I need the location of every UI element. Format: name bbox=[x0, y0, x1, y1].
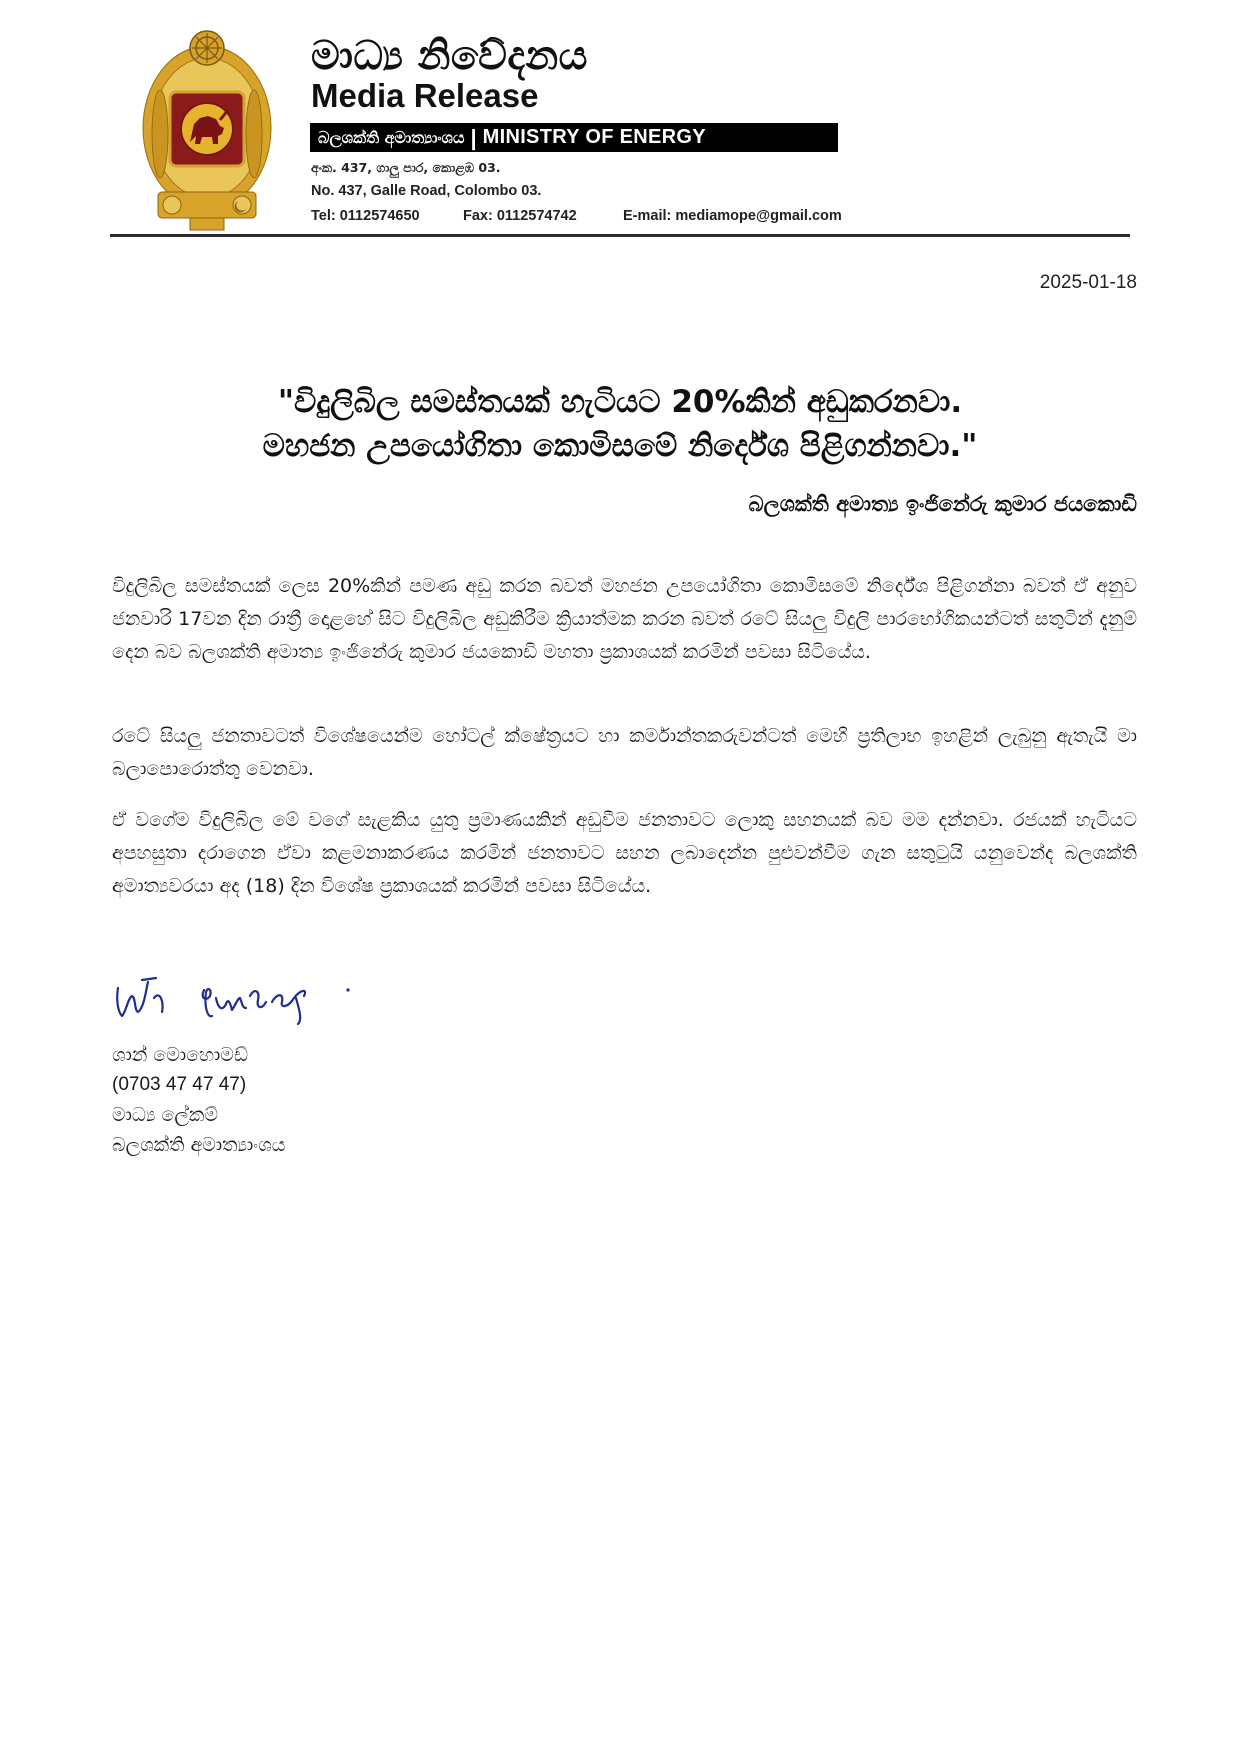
state-emblem-logo bbox=[138, 24, 276, 232]
signatory-phone: (0703 47 47 47) bbox=[112, 1074, 247, 1095]
body-paragraph-1: විදුලිබිල සමස්තයක් ලෙස 20%කින් පමණ අඩු කරන බවත් මහජන උපයෝගිතා කොමිසමේ නිර්දේශ පිළිගන්නා බවත් ඒ අනුව ජනවාරි 17වන දින රාත්‍රී දොළහේ සිට විදුලිබිල අඩුකිරීම ක්‍රියාත්මක කරන බවත් රටේ සියලු විදුලි පාරභෝගිකයන්ටත් සතුටින් දැනුම් දෙන බව බලශක්ති අමාත්‍ය ඉංජිනේරු කුමාර ජයකොඩි මහතා ප්‍රකාශයක් කරමින් පවසා සිටියේය. bbox=[112, 575, 1137, 663]
signatory-organization: බලශක්ති අමාත්‍යාංශය bbox=[112, 1134, 286, 1156]
media-release-title-sinhala: මාධ්‍ය නිවේදනය bbox=[311, 33, 588, 79]
byline: බලශක්ති අමාත්‍ය ඉංජිනේරු කුමාර ජයකොඩි bbox=[748, 492, 1137, 516]
body-paragraph-3: ඒ වගේම විදුලිබිල මේ වගේ සැළකිය යුතු ප්‍රමාණයකින් අඩුවීම ජනතාවට ලොකු සහනයක් බව මම දන්නවා. රජයක් හැටියට අපහසුතා දරාගෙන ඒවා කළමනාකරණය කරමින් ජනතාවට සහන ලබාදෙන්න පුළුවන්වීම ගැන සතුටුයි යනුවෙන්ද බලශක්ති අමාත්‍යවරයා අද (18) දින විශේෂ ප්‍රකාශයක් කරමින් පවසා සිටියේය. bbox=[112, 809, 1137, 897]
signatory-title: මාධ්‍ය ලේකම් bbox=[112, 1104, 218, 1126]
ministry-name-sinhala: බලශක්ති අමාත්‍යාංශය bbox=[318, 127, 465, 147]
telephone-number: Tel: 0112574650 bbox=[311, 208, 420, 224]
address-english: No. 437, Galle Road, Colombo 03. bbox=[311, 183, 542, 199]
address-sinhala: අංක. 437, ගාලු පාර, කොළඹ 03. bbox=[311, 160, 501, 175]
handwritten-signature bbox=[112, 968, 372, 1028]
email-address: E-mail: mediamope@gmail.com bbox=[623, 208, 842, 224]
headline-line-1: "විදුලිබිල සමස්තයක් හැටියට 20%කින් අඩුකරනවා. bbox=[277, 384, 963, 420]
release-date: 2025-01-18 bbox=[1039, 272, 1137, 293]
body-paragraph-2: රටේ සියලු ජනතාවටත් විශේෂයෙන්ම හෝටල් ක්ෂේත්‍රයට හා කර්මාන්තකරුවන්ටත් මෙහි ප්‍රතිලාභ ඉහළින් ලැබුනු ඇතැයි මා බලාපොරොත්තු වෙනවා. bbox=[112, 725, 1137, 780]
ministry-separator: | bbox=[470, 124, 477, 150]
ministry-banner bbox=[310, 123, 838, 152]
header-divider bbox=[110, 234, 1130, 237]
fax-number: Fax: 0112574742 bbox=[463, 208, 577, 224]
ministry-name-english: MINISTRY OF ENERGY bbox=[482, 126, 706, 148]
signatory-name: ශාන් මොහොමඩ් bbox=[112, 1044, 249, 1066]
headline-line-2: මහජන උපයෝගිතා කොමිසමේ නිර්දේශ පිළිගන්නවා." bbox=[262, 428, 978, 464]
media-release-title-english: Media Release bbox=[311, 77, 539, 114]
signatory-block bbox=[112, 1040, 285, 1160]
